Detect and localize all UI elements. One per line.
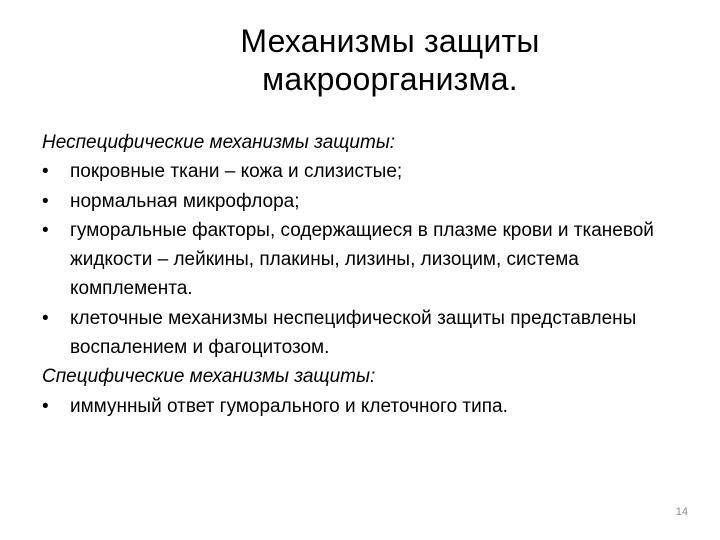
list-item-text: покровные ткани – кожа и слизистые; [70, 161, 403, 183]
list-item-text: нормальная микрофлора; [70, 190, 300, 212]
list-item [42, 157, 682, 186]
list-item [42, 392, 682, 421]
bullet-icon: • [42, 307, 49, 329]
slide-title-line-1: Механизмы защиты [240, 23, 540, 59]
bullet-icon: • [42, 219, 49, 241]
list-item-text: гуморальные факторы, содержащиеся в плазме крови и тканевой жидкости – лейкины, плакины, лизины, лизоцим, система комплемента. [70, 219, 654, 300]
page-number: 14 [675, 506, 688, 518]
list-item [42, 216, 682, 304]
slide-body [42, 128, 682, 421]
specific-heading: Специфические механизмы защиты: [42, 366, 376, 388]
specific-list [42, 392, 682, 421]
nonspecific-heading: Неспецифические механизмы защиты: [42, 132, 396, 153]
list-item [42, 304, 682, 363]
slide-title-line-2: макроорганизма. [262, 61, 518, 97]
bullet-icon: • [42, 161, 49, 183]
nonspecific-list [42, 157, 682, 362]
list-item-text: иммунный ответ гуморального и клеточного типа. [70, 395, 508, 417]
list-item-text: клеточные механизмы неспецифической защиты представлены воспалением и фагоцитозом. [70, 307, 637, 359]
slide-title [180, 22, 600, 98]
bullet-icon: • [42, 395, 49, 417]
list-item [42, 187, 682, 216]
bullet-icon: • [42, 190, 49, 212]
